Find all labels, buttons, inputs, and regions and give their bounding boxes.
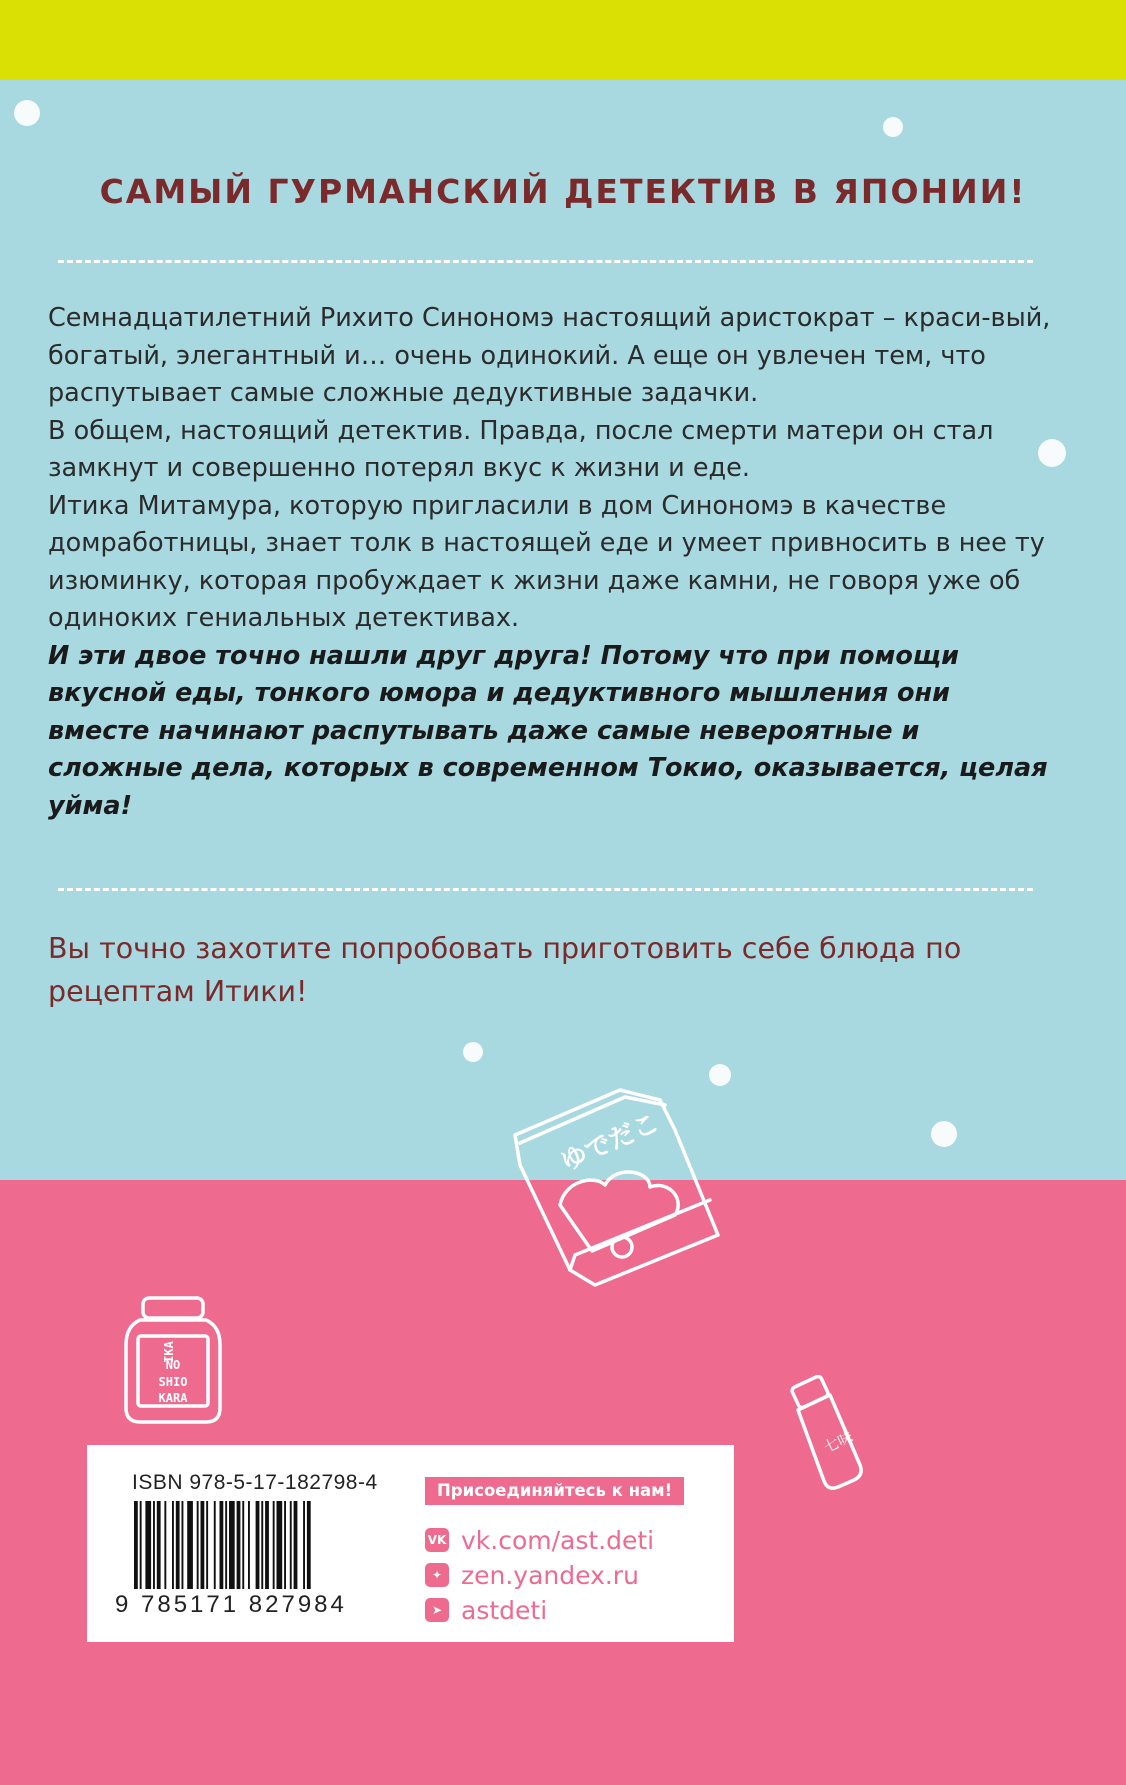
barcode-bar (220, 1501, 224, 1589)
join-us-badge: Присоединяйтесь к нам! (425, 1477, 684, 1505)
bubble-dot (931, 1121, 957, 1147)
social-label: vk.com/ast.deti (461, 1525, 655, 1555)
barcode-bar (248, 1501, 250, 1589)
snack-bag-doodle (500, 1075, 740, 1295)
isbn-text: ISBN 978-5-17-182798-4 (132, 1471, 378, 1494)
social-link-telegram[interactable] (425, 1595, 547, 1625)
synopsis-paragraph: В общем, настоящий детектив. Правда, после смерти матери он стал замкнут и совершенно потерял вкус к жизни и еде. (48, 415, 994, 483)
bubble-dot (463, 1042, 483, 1062)
social-link-vk[interactable] (425, 1525, 654, 1555)
barcode-bar (197, 1501, 199, 1589)
jar-label-line: SHIO (158, 1375, 188, 1389)
barcode-bar (229, 1501, 235, 1589)
social-label: zen.yandex.ru (461, 1560, 639, 1590)
dashed-divider (58, 260, 1033, 263)
vk-icon: VK (425, 1528, 449, 1552)
jar-label-line: IKA (162, 1341, 176, 1363)
synopsis-emphasis: И эти двое точно нашли друг друга! Потому что при помощи вкусной еды, тонкого юмора и дедуктивного мышления они вместе начинают распутывать даже самые невероятные и сложные дела, которых в современном Токио, оказывается, целая уйма! (48, 640, 1048, 821)
bag-label: ゆでだこ (556, 1107, 664, 1178)
headline: САМЫЙ ГУРМАНСКИЙ ДЕТЕКТИВ В ЯПОНИИ! (99, 172, 1027, 211)
zen-icon: ✦ (425, 1563, 449, 1587)
barcode-bar (307, 1501, 311, 1589)
bubble-dot (883, 117, 903, 137)
barcode-bar (214, 1501, 216, 1589)
synopsis-paragraph: Итика Митамура, которую пригласили в дом Синономэ в качестве домработницы, знает толк в настоящей еде и умеет привносить в нее ту изюминку, которая пробуждает к жизни даже камни, не говоря уже об одиноких гениальных детективах. (48, 490, 1045, 633)
barcode-digits: 9 785171 827984 (115, 1591, 347, 1618)
barcode-bar (145, 1501, 151, 1589)
barcode-bar (164, 1501, 166, 1589)
barcode-bar (237, 1501, 241, 1589)
barcode-bar (172, 1501, 174, 1589)
bubble-dot (14, 100, 40, 126)
tagline: Вы точно захотите попробовать приготовить себе блюда по рецептам Итики! (48, 932, 962, 1008)
barcode-bar (242, 1501, 244, 1589)
barcode-bar (134, 1501, 138, 1589)
barcode-bar (265, 1501, 269, 1589)
spice-bottle-doodle (780, 1375, 870, 1495)
barcode-bar (256, 1501, 260, 1589)
jar-label-line: NO (165, 1358, 181, 1372)
barcode-bar (290, 1501, 292, 1589)
barcode-bar (294, 1501, 298, 1589)
barcode-bar (182, 1501, 184, 1589)
synopsis (48, 300, 1058, 825)
barcode-bar (140, 1501, 142, 1589)
barcode-bar (284, 1501, 286, 1589)
dashed-divider (58, 888, 1033, 891)
barcode-bar (157, 1501, 161, 1589)
barcode-bar (206, 1501, 208, 1589)
social-label: astdeti (461, 1595, 548, 1625)
barcode-bar (225, 1501, 227, 1589)
barcode-bar (153, 1501, 155, 1589)
social-link-zen[interactable] (425, 1560, 639, 1590)
barcode-bar (303, 1501, 305, 1589)
synopsis-paragraph: Семнадцатилетний Рихито Синономэ настоящий аристократ – краси-вый, богатый, элегантный и… очень одинокий. А еще он увлечен тем, что распутывает самые сложные дедуктивные задачки. (48, 303, 1051, 408)
info-box (87, 1445, 734, 1642)
barcode-bar (176, 1501, 180, 1589)
jar-label-line: KARA (158, 1391, 188, 1405)
barcode-bar (187, 1501, 193, 1589)
bottle-label: 七味 (820, 1427, 856, 1457)
barcode-bar (273, 1501, 275, 1589)
barcode-bar (277, 1501, 283, 1589)
telegram-icon: ➤ (425, 1598, 449, 1622)
top-color-band (0, 0, 1126, 80)
barcode-bar (261, 1501, 263, 1589)
jar-doodle (118, 1290, 228, 1430)
barcode-bar (201, 1501, 205, 1589)
